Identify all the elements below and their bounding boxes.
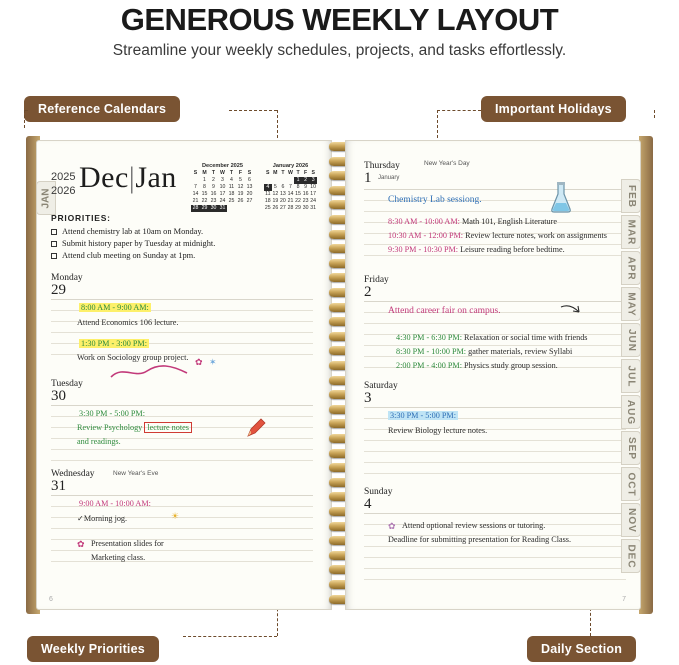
mini-calendar-day[interactable]: 22: [201, 198, 208, 204]
entry-time-monday-2-text: 1:30 PM - 3:00 PM:: [81, 339, 147, 348]
mini-calendar-day[interactable]: 24: [310, 198, 317, 204]
mini-calendar-day[interactable]: 15: [201, 191, 208, 197]
priority-text-3: Attend club meeting on Sunday at 1pm.: [62, 251, 196, 260]
mini-calendar-day[interactable]: 27: [280, 205, 286, 211]
callout-line-daily-h: [590, 636, 592, 637]
mini-calendar-day: [272, 177, 280, 184]
day-number-tuesday: 30: [51, 388, 66, 404]
mini-calendar-day[interactable]: 19: [237, 191, 244, 197]
entry-row-friday-1: [396, 333, 587, 342]
mini-calendar-day[interactable]: 23: [302, 198, 309, 204]
mini-calendar-weekday: T: [211, 170, 216, 176]
side-tab-mar[interactable]: [621, 215, 641, 249]
callout-reference-calendars: Reference Calendars: [24, 96, 180, 122]
mini-calendar-december-title: December 2025: [201, 163, 244, 169]
page-title: GENEROUS WEEKLY LAYOUT: [120, 2, 559, 37]
priority-text-1: Attend chemistry lab at 10am on Monday.: [62, 227, 204, 236]
day-name-saturday: Saturday: [364, 381, 398, 391]
mini-calendar-day[interactable]: 16: [210, 191, 217, 197]
mini-calendar-day[interactable]: 14: [192, 191, 199, 197]
day-name-friday: Friday: [364, 275, 389, 285]
mini-calendar-day: [279, 177, 287, 184]
planner-left-page: [36, 140, 332, 610]
priority-text-2: Submit history paper by Tuesday at midnight.: [62, 239, 216, 248]
side-tab-label: JUL: [625, 365, 637, 387]
mini-calendar-day[interactable]: 11: [228, 184, 235, 190]
day-name-thursday: Thursday: [364, 161, 400, 171]
callout-line-ref-v1: [24, 110, 25, 128]
entry-text-friday-2: gather materials, review Syllabi: [468, 347, 573, 356]
mini-calendar-day[interactable]: 8: [296, 184, 300, 190]
day-number-thursday: 1: [364, 170, 372, 186]
day-number-saturday: 3: [364, 390, 372, 406]
flower-icon: ✿: [388, 521, 396, 531]
mini-calendar-january-grid: [264, 170, 317, 212]
pencil-icon: [245, 417, 267, 439]
side-tab-jun[interactable]: [621, 323, 641, 357]
callout-weekly-priorities: Weekly Priorities: [27, 636, 159, 662]
flower-icon: ✿: [195, 357, 203, 367]
side-tab-dec[interactable]: [621, 539, 641, 573]
side-tab-label: AUG: [625, 399, 637, 425]
entry-text-tuesday-1: Review Psychology lecture notes: [77, 423, 192, 432]
entry-text-tuesday-2: and readings.: [77, 437, 121, 446]
planner-book: [18, 140, 663, 610]
entry-text-wednesday-2: Presentation slides for: [91, 539, 164, 548]
mini-calendar-day[interactable]: 12: [272, 191, 279, 197]
callout-important-holidays: Important Holidays: [481, 96, 626, 122]
mini-calendar-day[interactable]: 6: [248, 177, 251, 183]
mini-calendar-weekday: T: [229, 170, 234, 176]
side-tab-label: MAY: [625, 291, 637, 317]
mini-calendar-weekday: M: [273, 170, 278, 176]
mini-calendar-day[interactable]: 27: [246, 198, 253, 204]
priority-item-2[interactable]: [51, 239, 215, 248]
mini-calendar-day[interactable]: 24: [219, 198, 226, 204]
callout-line-holi-v2: [654, 110, 655, 118]
day-number-monday: 29: [51, 282, 66, 298]
mini-calendar-day[interactable]: 17: [310, 191, 317, 197]
mini-calendar-day[interactable]: 25: [264, 205, 271, 211]
entry-time-friday-1: 4:30 PM - 6:30 PM:: [396, 333, 462, 342]
mini-calendar-day[interactable]: 21: [192, 198, 199, 204]
mini-calendar-day: [264, 177, 272, 184]
entry-text-friday-1: Relaxation or social time with friends: [464, 333, 588, 342]
side-tab-label: JUN: [625, 328, 637, 352]
entry-time-saturday-1: [388, 411, 458, 420]
entry-row-thursday-2: [388, 231, 607, 240]
mini-calendar-day[interactable]: 9: [212, 184, 215, 190]
planner-right-page: [345, 140, 641, 610]
mini-calendar-day[interactable]: 10: [219, 184, 226, 190]
mini-calendar-day[interactable]: 2: [302, 177, 310, 184]
mini-calendar-day[interactable]: 7: [194, 184, 197, 190]
day-name-tuesday: Tuesday: [51, 379, 83, 389]
entry-time-tuesday-1: 3:30 PM - 5:00 PM:: [79, 409, 145, 418]
mini-calendar-day[interactable]: 20: [280, 198, 286, 204]
priority-item-1[interactable]: [51, 227, 203, 236]
mini-calendar-january: [264, 163, 317, 212]
callout-line-ref-h2: [229, 110, 277, 111]
mini-calendar-day[interactable]: 13: [280, 191, 286, 197]
mini-calendar-weekday: F: [238, 170, 243, 176]
mini-calendar-day[interactable]: 28: [192, 205, 199, 211]
side-tab-jul[interactable]: [621, 359, 641, 393]
mini-calendar-day[interactable]: 9: [304, 184, 308, 190]
entry-text-sunday-1: Attend optional review sessions or tutoring.: [402, 521, 546, 530]
entry-text-thursday-3: Leisure reading before bedtime.: [460, 245, 565, 254]
mini-calendar-day[interactable]: 3: [221, 177, 224, 183]
day-holiday-thursday: New Year's Day: [424, 160, 470, 167]
mini-calendar-january-title: January 2026: [272, 163, 309, 169]
year-2026: 2026: [51, 185, 76, 197]
checkbox-icon[interactable]: [51, 253, 57, 259]
mini-calendar-day: [245, 205, 254, 212]
mini-calendar-day: [287, 177, 295, 184]
entry-time-monday-1: [79, 303, 151, 312]
mini-calendar-day[interactable]: 4: [264, 184, 272, 191]
entry-row-friday-3: [396, 361, 558, 370]
mini-calendar-day[interactable]: 5: [273, 184, 277, 190]
mini-calendar-day[interactable]: 12: [237, 184, 244, 190]
mini-calendar-weekday: W: [288, 170, 293, 176]
side-tab-label: NOV: [625, 507, 637, 533]
mini-calendar-day[interactable]: 3: [309, 177, 317, 184]
entry-row-friday-2: [396, 347, 572, 356]
mini-calendar-day[interactable]: 26: [237, 198, 244, 204]
entry-time-thursday-3: 9:30 PM - 10:30 PM:: [388, 245, 459, 254]
day-number-sunday: 4: [364, 496, 372, 512]
mini-calendar-day[interactable]: 6: [281, 184, 285, 190]
mini-calendar-day[interactable]: 26: [272, 205, 279, 211]
flower-icon: ✿: [77, 539, 85, 549]
mini-calendar-day[interactable]: 29: [201, 205, 208, 211]
entry-headline-friday: Attend career fair on campus.: [388, 306, 501, 316]
entry-time-monday-1-text: 8:00 AM - 9:00 AM:: [81, 303, 149, 312]
day-number-friday: 2: [364, 284, 372, 300]
side-tab-label: APR: [625, 255, 637, 281]
callout-daily-section: Daily Section: [527, 636, 636, 662]
entry-text-thursday-2: Review lecture notes, work on assignments: [465, 231, 607, 240]
entry-text-monday-1: Attend Economics 106 lecture.: [77, 318, 179, 327]
mini-calendar-weekday: S: [193, 170, 198, 176]
page-number-right: 7: [622, 596, 626, 603]
mini-calendar-day: [236, 205, 245, 212]
flask-icon: [548, 181, 574, 215]
mini-calendar-weekday: T: [296, 170, 300, 176]
entry-row-thursday-3: [388, 245, 565, 254]
entry-text-wednesday-1: ✓Morning jog.: [77, 514, 128, 523]
day-name-monday: Monday: [51, 273, 83, 283]
entry-text-monday-2: Work on Sociology group project.: [77, 353, 189, 362]
sun-icon: ☀: [171, 511, 180, 521]
entry-headline-thursday: Chemistry Lab sessiong.: [388, 195, 482, 205]
mini-calendar-day[interactable]: 20: [246, 191, 253, 197]
mini-calendar-day[interactable]: 8: [203, 184, 206, 190]
entry-text-sunday-2: Deadline for submitting presentation for Reading Class.: [388, 535, 572, 544]
mini-calendar-day[interactable]: 11: [265, 191, 271, 197]
spread-sep: |: [128, 161, 136, 194]
mini-calendar-day[interactable]: 31: [219, 205, 226, 211]
side-tab-label: FEB: [625, 184, 637, 208]
mini-calendar-weekday: T: [281, 170, 285, 176]
entry-time-wednesday-1: 9:00 AM - 10:00 AM:: [79, 499, 151, 508]
mini-calendar-day[interactable]: 16: [302, 191, 309, 197]
side-tab-oct[interactable]: [621, 467, 641, 501]
spread-month-dec: Dec: [79, 161, 129, 194]
entry-time-thursday-2: 10:30 AM - 12:00 PM:: [388, 231, 464, 240]
mini-calendar-day[interactable]: 2: [212, 177, 215, 183]
day-number-wednesday: 31: [51, 478, 66, 494]
side-tab-jan-label: JAN: [40, 187, 52, 209]
mini-calendar-day[interactable]: 17: [219, 191, 226, 197]
mini-calendar-day[interactable]: 19: [272, 198, 279, 204]
mini-calendar-december-grid: [191, 170, 254, 212]
spread-month-jan: Jan: [135, 161, 177, 194]
mini-calendar-day: [227, 205, 236, 212]
day-block-sunday: [364, 487, 626, 580]
page-subtitle: Streamline your weekly schedules, projects, and tasks effortlessly.: [112, 42, 567, 59]
mini-calendar-weekday: S: [266, 170, 270, 176]
entry-time-thursday-1: 8:30 AM - 10:00 AM:: [388, 217, 460, 226]
star-icon: ✶: [209, 357, 217, 367]
mini-calendar-day[interactable]: 29: [295, 205, 301, 211]
mini-calendar-day[interactable]: 7: [289, 184, 292, 190]
mini-calendar-day[interactable]: 4: [230, 177, 233, 183]
mini-calendar-day[interactable]: 31: [310, 205, 317, 211]
side-tab-label: SEP: [625, 436, 637, 460]
day-month-thursday: January: [378, 175, 400, 181]
mini-calendar-day[interactable]: 13: [246, 184, 253, 190]
callout-line-prio-h: [183, 636, 277, 637]
side-tab-label: DEC: [625, 543, 637, 569]
side-tab-sep[interactable]: [621, 431, 641, 465]
mini-calendar-weekday: F: [304, 170, 308, 176]
priority-item-3[interactable]: [51, 251, 195, 260]
mini-calendar-weekday: W: [220, 170, 225, 176]
side-tab-label: OCT: [625, 471, 637, 497]
mini-calendar-day[interactable]: 18: [228, 191, 235, 197]
entry-time-monday-2: [79, 339, 149, 348]
entry-row-thursday-1: [388, 217, 557, 226]
mini-calendar-weekday: S: [247, 170, 252, 176]
arrow-icon: [560, 303, 582, 319]
side-tab-feb[interactable]: [621, 179, 641, 213]
year-2025: 2025: [51, 171, 76, 183]
mini-calendar-day[interactable]: 30: [210, 205, 217, 211]
mini-calendar-day[interactable]: 22: [295, 198, 301, 204]
entry-boxed-note: lecture notes: [144, 422, 192, 433]
mini-calendar-day[interactable]: 1: [203, 177, 206, 183]
side-tab-apr[interactable]: [621, 251, 641, 285]
mini-calendar-day[interactable]: 10: [310, 184, 317, 190]
mini-calendar-day[interactable]: 14: [287, 191, 294, 197]
entry-text-thursday-1: Math 101, English Literature: [461, 217, 557, 226]
checkbox-icon[interactable]: [51, 241, 57, 247]
mini-calendar-weekday: M: [202, 170, 207, 176]
side-tab-may[interactable]: [621, 287, 641, 321]
day-name-sunday: Sunday: [364, 487, 393, 497]
mini-calendar-day: [191, 177, 200, 184]
side-tab-aug[interactable]: [621, 395, 641, 429]
mini-calendar-weekday: S: [311, 170, 315, 176]
entry-text-wednesday-3: Marketing class.: [91, 553, 146, 562]
callout-line-holi-h: [437, 110, 481, 111]
day-name-wednesday: Wednesday: [51, 469, 95, 479]
day-note-wednesday: New Year's Eve: [113, 470, 159, 477]
checkbox-icon[interactable]: [51, 229, 57, 235]
mini-calendar-day[interactable]: 15: [295, 191, 301, 197]
priorities-label: PRIORITIES:: [51, 213, 111, 223]
mini-calendar-day[interactable]: 25: [228, 198, 235, 204]
mini-calendar-day[interactable]: 5: [239, 177, 242, 183]
entry-time-friday-3: 2:00 PM - 4:00 PM:: [396, 361, 462, 370]
side-tab-nov[interactable]: [621, 503, 641, 537]
day-block-tuesday: [51, 379, 313, 461]
mini-calendar-day[interactable]: 23: [210, 198, 217, 204]
mini-calendar-december: [191, 163, 254, 212]
mini-calendar-day[interactable]: 18: [264, 198, 271, 204]
side-tab-label: MAR: [625, 219, 637, 245]
entry-text-friday-3: Physics study group session.: [464, 361, 558, 370]
entry-time-saturday-1-text: 3:30 PM - 5:00 PM:: [390, 411, 456, 420]
entry-text-saturday-1: Review Biology lecture notes.: [388, 426, 488, 435]
page-number-left: 6: [49, 596, 53, 603]
mini-calendar-day[interactable]: 1: [294, 177, 302, 184]
mini-calendar-day[interactable]: 30: [302, 205, 309, 211]
mini-calendar-day[interactable]: 21: [287, 198, 294, 204]
spread-date-range: [79, 161, 177, 195]
day-block-thursday: [364, 161, 626, 256]
entry-time-friday-2: 8:30 PM - 10:00 PM:: [396, 347, 467, 356]
book-cover-right: [639, 136, 653, 614]
mini-calendar-day[interactable]: 28: [287, 205, 294, 211]
